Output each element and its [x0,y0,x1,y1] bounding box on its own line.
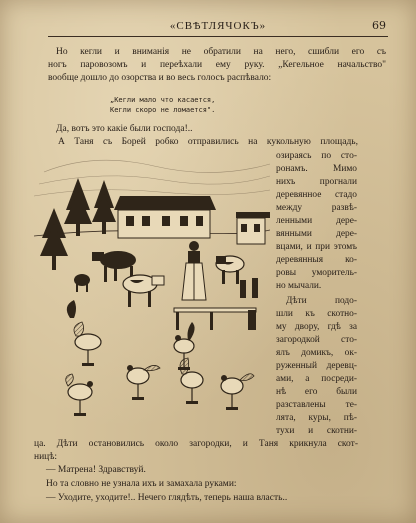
column-line: му двору, гдѣ за [276,322,357,332]
rooster-icon [180,358,203,404]
column-line: нихъ прогнали [276,177,357,187]
column-line: ронамъ. Мимо [276,164,357,174]
column-line: ами, а посреди- [276,374,357,384]
farmyard-illustration [34,152,270,430]
column-line: шли къ скотно- [276,309,357,319]
verse-line: „Кегли мало что касается, [110,96,216,104]
column-line: загородкой сто- [276,335,357,345]
text-line: вообще дошло до озорства и во весь голосъ распѣвало: [48,73,272,83]
verse-line: Кегли скоро не ломается". [110,106,216,114]
text-line: озираясь по сто- [276,151,357,161]
text-line: Да, вотъ это какіе были господа!.. [56,124,193,134]
column-line: руженный деревц- [276,361,357,371]
text-line: ногъ паровозомъ и переѣхали ему руку. „Кегельное начальство" [48,60,386,70]
column-line: между развѣ- [276,203,357,213]
column-line: Дѣти подо- [286,296,357,306]
text-line: А Таня съ Борей робко отправились на кукольную площадь, [58,137,358,147]
fence [174,308,256,330]
column-line: ялъ домикъ, ок- [276,348,357,358]
calf-icon [74,274,90,292]
column-line: вянными дере- [276,229,357,239]
column-line: но мычали. [276,281,322,291]
column-line: ленными дере- [276,216,357,226]
page-number: 69 [372,19,386,32]
column-line: разставлены те- [276,400,357,410]
running-header [48,20,388,37]
text-line: Но та словно не узнала ихъ и замахала руками: [46,479,237,489]
text-line: ницѣ: [34,452,58,462]
shed-icon [236,212,270,244]
column-line: вцами, и при этомъ [276,242,357,252]
hen-icon [127,365,160,400]
column-line: тухи и скотни- [276,426,357,436]
text-line: — Уходите, уходите!.. Нечего глядѣть, теперь наша власть.. [46,493,288,503]
journal-title: «СВѢТЛЯЧОКЪ» [169,20,267,32]
herdswoman-figure [182,241,206,300]
column-line: ровы уморитель- [276,268,357,278]
tree-icon [92,180,116,234]
column-line: лята, куры, пѣ- [276,413,357,423]
column-line: деревянныя ко- [276,255,357,265]
sky-shading [34,160,270,196]
cow-icon [123,275,164,307]
rooster-icon [67,300,101,366]
hen-icon [66,374,93,416]
text-line: — Матрена! Здравствуй. [46,465,146,475]
hen-icon [221,374,254,410]
text-line: ца. Дѣти остановились около загородки, и Таня крикнула скот- [34,439,358,449]
tree-icon [40,208,68,270]
column-line: нѣ его были [276,387,357,397]
tree-icon [64,178,92,236]
house-icon [114,196,216,238]
cow-icon [216,256,244,284]
fence-post [240,278,258,298]
text-line: Но кегли и вниманія не обратили на него, сшибли его съ [56,47,386,57]
column-line: деревянное стадо [276,190,357,200]
